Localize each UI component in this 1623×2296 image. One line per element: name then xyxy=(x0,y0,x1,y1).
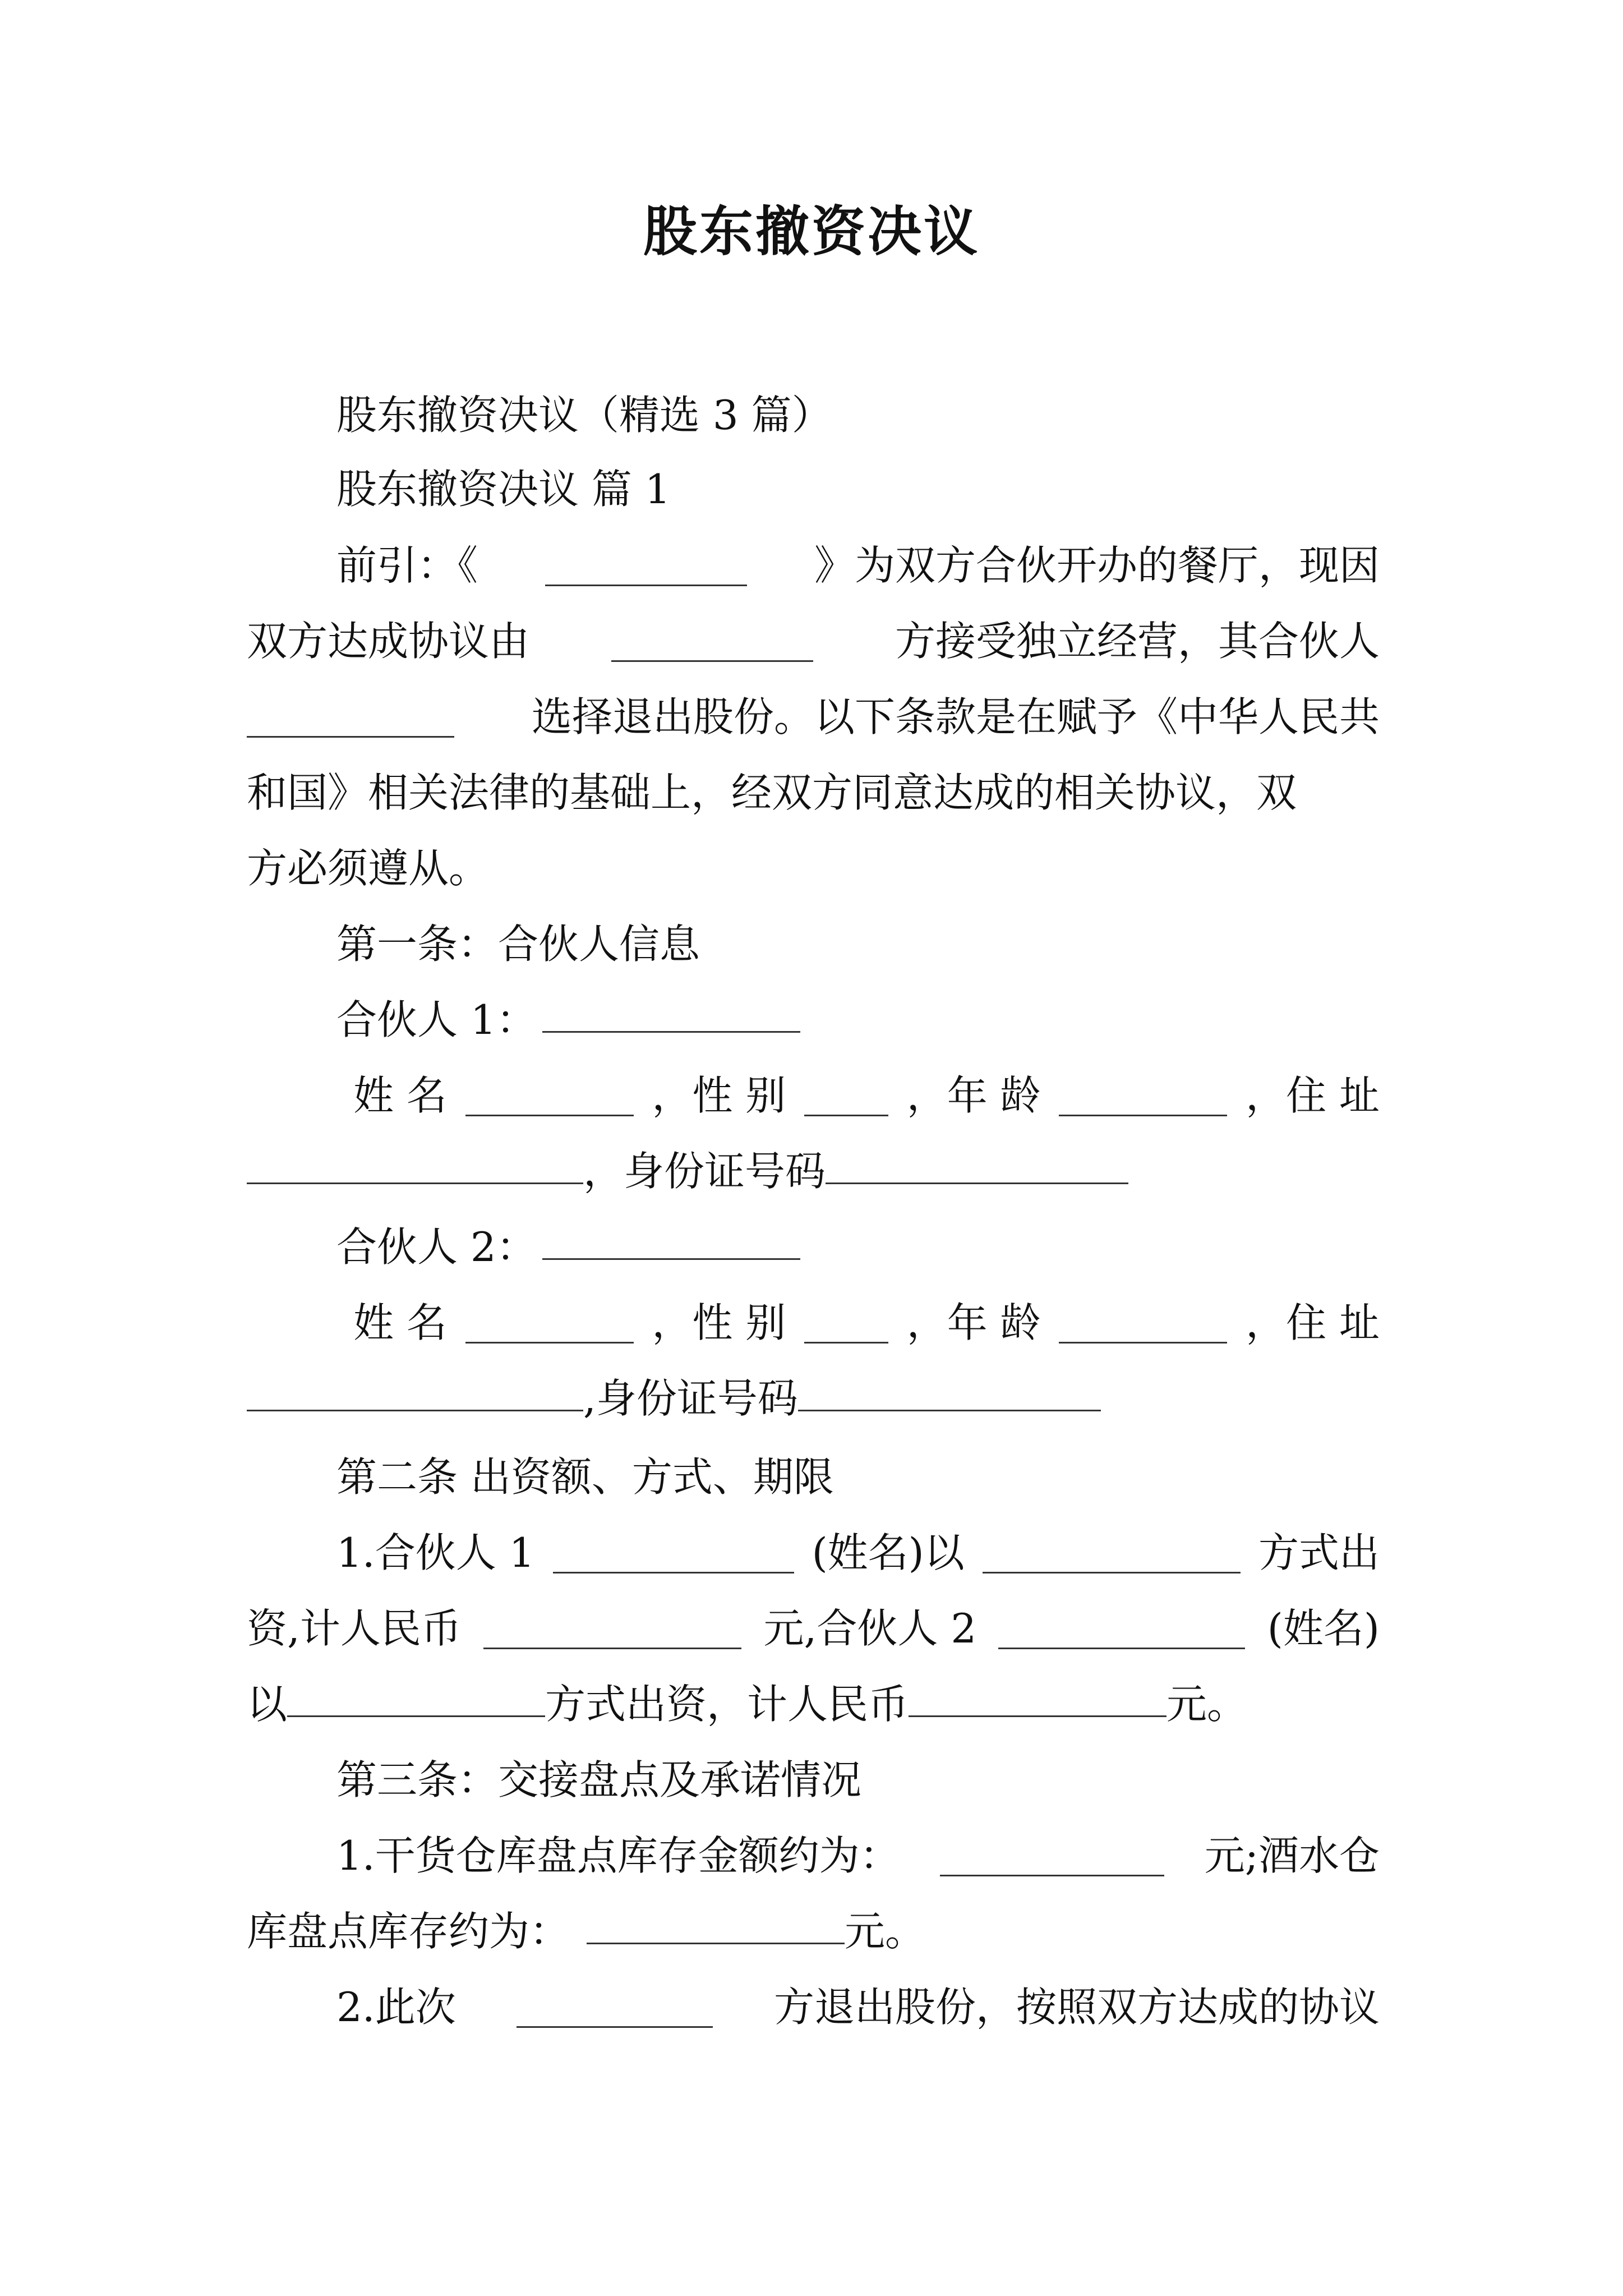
preface-line-2 xyxy=(247,613,1380,669)
clause-text: 元。 xyxy=(845,1908,926,1955)
gender-blank xyxy=(804,1303,888,1343)
partner-1-name-blank xyxy=(553,1533,794,1573)
address-blank xyxy=(247,1143,583,1184)
gender-label: ，性 别 xyxy=(652,1072,786,1119)
name-label: 姓 名 xyxy=(353,1072,447,1119)
age-label: ，年 龄 xyxy=(906,1299,1041,1346)
clause-text: 元;酒水仓 xyxy=(1204,1832,1380,1879)
clause-text: 资,计人民币 xyxy=(247,1605,462,1652)
document-title: 股东撤资决议 xyxy=(643,200,980,263)
partner-2-line xyxy=(336,1219,800,1275)
preface-line-5: 方必须遵从。 xyxy=(247,845,490,892)
article-3-line-1 xyxy=(336,1828,1380,1884)
withdrawing-party-blank xyxy=(517,1987,713,2028)
partner-2-address-id xyxy=(247,1370,1101,1427)
article-3-line-2 xyxy=(247,1903,925,1959)
withdrawing-partner-blank xyxy=(247,697,454,738)
beverage-amount-blank xyxy=(587,1903,845,1944)
partner-2-label: 合伙人 2： xyxy=(336,1223,537,1271)
contribution-method-blank xyxy=(287,1676,545,1717)
partner-1-line xyxy=(336,992,800,1048)
article-3-line-3 xyxy=(336,1979,1380,2035)
clause-text: 方式出资，计人民币 xyxy=(545,1681,909,1728)
partner-1-details xyxy=(353,1068,1380,1124)
preface-line-1 xyxy=(336,537,1380,593)
preface-text: 前引：《 xyxy=(336,542,478,589)
partner-2-name-blank xyxy=(998,1608,1245,1649)
article-1-heading: 第一条：合伙人信息 xyxy=(336,921,700,968)
name-label: 姓 名 xyxy=(353,1299,447,1346)
name-blank xyxy=(465,1075,634,1116)
preface-line-4: 和国》相关法律的基础上，经双方同意达成的相关协议，双 xyxy=(247,769,1297,816)
clause-text: 1.干货仓库盘点库存金额约为： xyxy=(336,1832,900,1879)
address-label: ，住 址 xyxy=(1246,1072,1380,1119)
operator-blank xyxy=(611,621,813,662)
address-label: ，住 址 xyxy=(1246,1299,1380,1346)
article-2-line-2 xyxy=(247,1600,1380,1657)
clause-text: 方式出 xyxy=(1258,1529,1380,1576)
id-label: ，身份证号码 xyxy=(583,1148,826,1195)
article-3-heading: 第三条：交接盘点及承诺情况 xyxy=(336,1756,862,1803)
partner-2-blank xyxy=(542,1219,800,1260)
clause-text: 方退出股份，按照双方达成的协议 xyxy=(773,1984,1380,2031)
clause-text: 元。 xyxy=(1166,1681,1248,1728)
restaurant-name-blank xyxy=(545,545,747,586)
partner-1-blank xyxy=(542,992,800,1033)
preface-line-3 xyxy=(247,689,1380,745)
age-blank xyxy=(1059,1303,1227,1343)
clause-text: 1.合伙人 1 xyxy=(336,1529,535,1576)
preface-text: 方接受独立经营，其合伙人 xyxy=(895,618,1380,665)
clause-text: 2.此次 xyxy=(336,1984,456,2031)
preface-text: 》为双方合伙开办的餐厅，现因 xyxy=(814,542,1380,589)
article-2-line-1 xyxy=(336,1525,1380,1581)
id-label: ,身份证号码 xyxy=(583,1375,798,1422)
article-2-heading: 第二条 出资额、方式、期限 xyxy=(336,1453,834,1501)
age-label: ，年 龄 xyxy=(906,1072,1041,1119)
amount-blank xyxy=(909,1676,1166,1717)
id-blank xyxy=(826,1143,1128,1184)
clause-text: 以 xyxy=(247,1681,288,1728)
gender-blank xyxy=(804,1075,888,1116)
partner-1-address-id xyxy=(247,1143,1128,1199)
amount-blank xyxy=(483,1608,741,1649)
document-subtitle: 股东撤资决议（精选 3 篇） xyxy=(336,392,832,439)
clause-text: 元,合伙人 2 xyxy=(763,1605,977,1652)
clause-text: (姓名)以 xyxy=(811,1529,965,1576)
preface-text: 双方达成协议由 xyxy=(247,618,530,665)
id-blank xyxy=(798,1370,1101,1411)
partner-2-details xyxy=(353,1295,1380,1351)
name-blank xyxy=(465,1303,634,1343)
gender-label: ，性 别 xyxy=(652,1299,786,1346)
clause-text: 库盘点库存约为： xyxy=(247,1908,570,1955)
clause-text: (姓名) xyxy=(1267,1605,1380,1652)
dry-goods-amount-blank xyxy=(940,1835,1164,1876)
contribution-method-blank xyxy=(983,1533,1241,1573)
address-blank xyxy=(247,1370,583,1411)
chapter-heading: 股东撤资决议 篇 1 xyxy=(336,466,671,513)
age-blank xyxy=(1059,1075,1227,1116)
article-2-line-3 xyxy=(247,1676,1247,1732)
partner-1-label: 合伙人 1： xyxy=(336,996,537,1043)
preface-text: 选择退出股份。以下条款是在赋予《中华人民共 xyxy=(531,693,1380,740)
